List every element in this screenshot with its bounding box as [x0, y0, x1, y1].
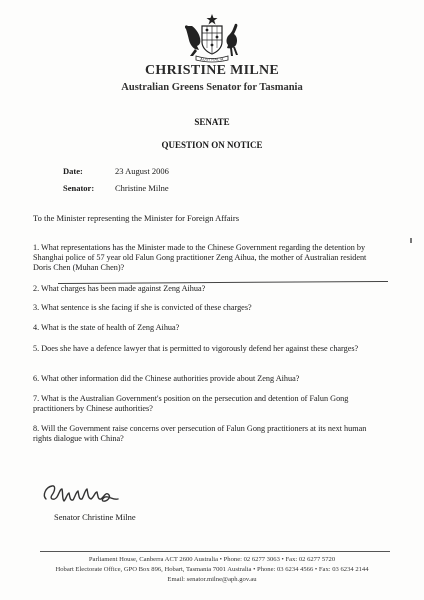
- question-7: 7. What is the Australian Government's position on the persecution and detention of Falun Gong practitioners by Chinese authorities?: [33, 394, 349, 414]
- question-3: 3. What sentence is she facing if she is convicted of these charges?: [33, 303, 252, 312]
- senator-value: Christine Milne: [115, 183, 169, 193]
- question-1: 1. What representations has the Minister made to the Chinese Government regarding the detention by Shanghai police of 57 year old Falun Gong practitioner Zeng Aihua, the mother of Australian resident Doris Chen (Muhan Chen)?: [33, 243, 367, 273]
- handwritten-signature: [40, 477, 130, 509]
- question-2: 2. What charges has been made against Zeng Aihua?: [33, 284, 206, 293]
- coat-of-arms-icon: [180, 12, 244, 64]
- senator-label: Senator:: [63, 183, 95, 193]
- footer-address-line-2: Hobart Electorate Office, GPO Box 896, Hobart, Tasmania 7001 Australia • Phone: 03 6234 4566 • Fax: 03 6234 2144: [55, 566, 369, 573]
- crest-banner-text: AUSTRALIA: [200, 57, 224, 62]
- footer-email: Email: senator.milne@aph.gov.au: [167, 576, 257, 583]
- question-4: 4. What is the state of health of Zeng Aihua?: [33, 323, 180, 332]
- document-type-heading: QUESTION ON NOTICE: [161, 140, 263, 150]
- senator-subtitle: Australian Greens Senator for Tasmania: [121, 82, 303, 93]
- signature-name: Senator Christine Milne: [54, 512, 136, 522]
- date-value: 23 August 2006: [115, 166, 169, 176]
- addressee-line: To the Minister representing the Minister for Foreign Affairs: [33, 213, 240, 223]
- senator-name-heading: CHRISTINE MILNE: [144, 63, 280, 78]
- margin-mark: [410, 238, 412, 243]
- footer-divider: [40, 551, 390, 552]
- question-5: 5. Does she have a defence lawyer that is permitted to vigorously defend her against these charges?: [33, 344, 359, 353]
- question-6: 6. What other information did the Chinese authorities provide about Zeng Aihua?: [33, 374, 300, 383]
- chamber-heading: SENATE: [194, 117, 230, 127]
- footer-address-line-1: Parliament House, Canberra ACT 2600 Australia • Phone: 02 6277 3063 • Fax: 02 6277 5720: [88, 556, 336, 563]
- question-8: 8. Will the Government raise concerns over persecution of Falun Gong practitioners at its next human rights dialogue with China?: [33, 424, 367, 444]
- date-label: Date:: [63, 166, 83, 176]
